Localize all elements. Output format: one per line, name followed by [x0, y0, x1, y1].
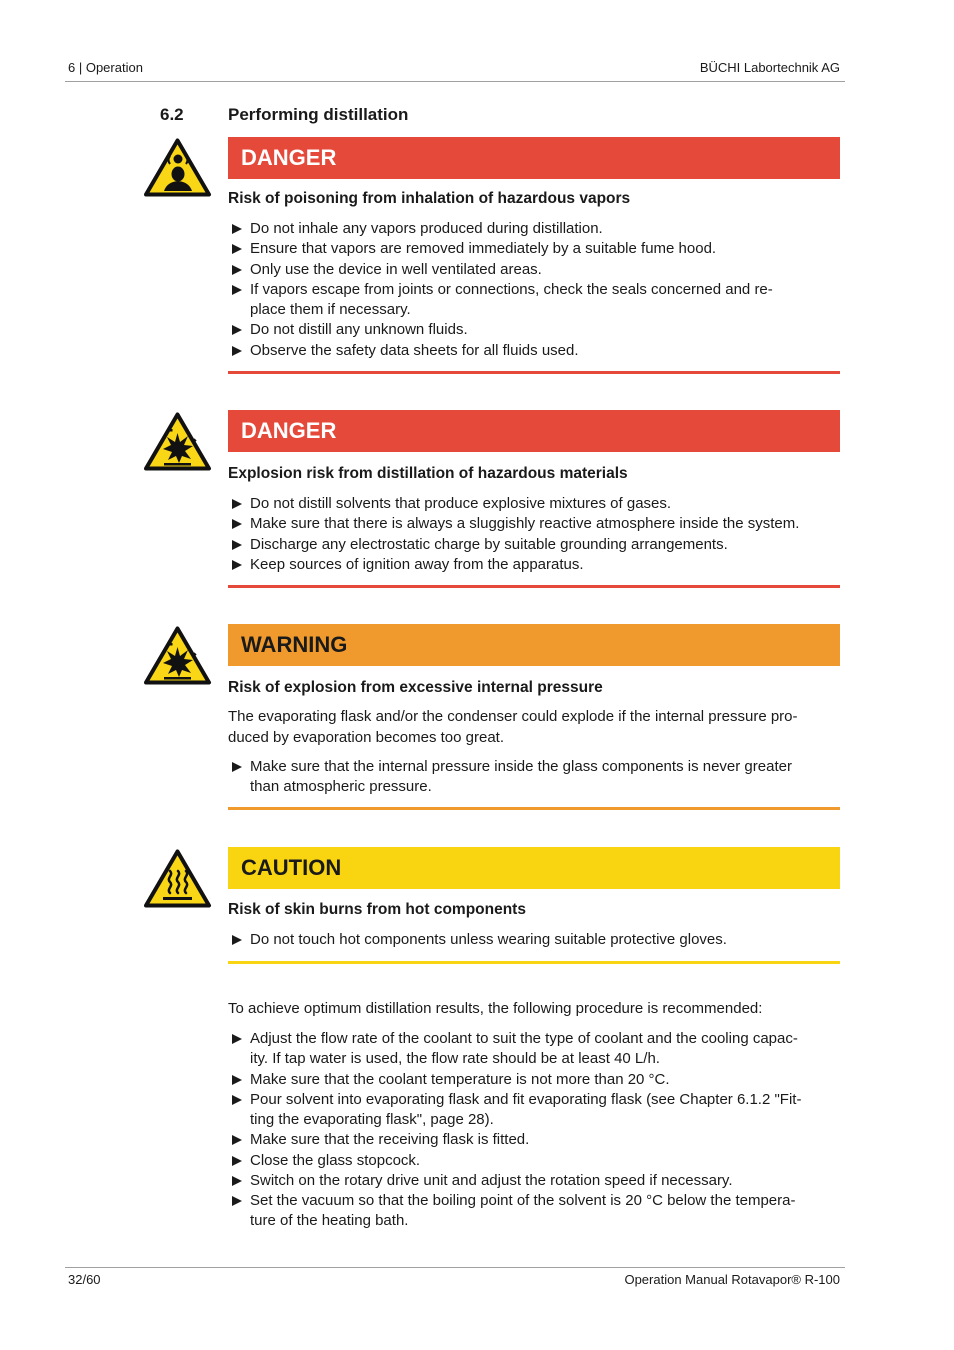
list-item-text: than atmospheric pressure.: [250, 778, 432, 796]
page-number: 32/60: [68, 1272, 101, 1287]
notice-end-rule: [228, 585, 840, 588]
procedure-steps-list: [228, 1029, 840, 1232]
paragraph-line: duced by evaporation becomes too great.: [228, 728, 505, 746]
bullet-arrow-icon: [232, 499, 242, 509]
hazard-heading: Explosion risk from distillation of hazardous materials: [228, 465, 628, 482]
procedure-step: [228, 1090, 840, 1131]
signal-word: CAUTION: [241, 855, 342, 880]
bullet-arrow-icon: [232, 935, 242, 945]
bullet-arrow-icon: [232, 540, 242, 550]
header-rule: [65, 81, 845, 82]
running-header-company: BÜCHI Labortechnik AG: [699, 60, 840, 75]
hazard-description: [228, 707, 798, 748]
bullet-arrow-icon: [232, 560, 242, 570]
list-item: [228, 535, 840, 555]
warning-signal-bar: [228, 624, 840, 666]
bullet-arrow-icon: [232, 325, 242, 335]
procedure-step: [228, 1070, 840, 1090]
bullet-arrow-icon: [232, 265, 242, 275]
list-item: [228, 341, 840, 361]
explosive-warning-icon: [143, 411, 212, 472]
bullet-arrow-icon: [232, 519, 242, 529]
procedure-step: [228, 1191, 840, 1232]
hazard-measures-list: [228, 494, 840, 575]
list-item-text: Discharge any electrostatic charge by suitable grounding arrangements.: [250, 535, 728, 553]
list-item-text: Do not distill solvents that produce explosive mixtures of gases.: [250, 495, 672, 512]
notice-end-rule: [228, 961, 840, 964]
running-header-chapter: 6 | Operation: [68, 60, 143, 75]
list-item: [228, 280, 840, 321]
list-item-text: Observe the safety data sheets for all fluids used.: [250, 341, 579, 359]
list-item-text: Do not distill any unknown fluids.: [250, 321, 468, 339]
step-text: Adjust the flow rate of the coolant to suit the type of coolant and the cooling capac-: [250, 1030, 798, 1047]
list-item: [228, 757, 840, 798]
toxic-vapors-warning-icon: [143, 137, 212, 198]
bullet-arrow-icon: [232, 1135, 242, 1145]
procedure-step: [228, 1151, 840, 1171]
explosive-warning-icon: [143, 625, 212, 686]
danger-signal-bar: [228, 137, 840, 179]
step-text: Set the vacuum so that the boiling point of the solvent is 20 °C below the tempera-: [250, 1192, 796, 1209]
list-item-text: Do not inhale any vapors produced during distillation.: [250, 220, 603, 237]
step-text: Pour solvent into evaporating flask and fit evaporating flask (see Chapter 6.1.2 "Fit-: [250, 1090, 802, 1108]
signal-word: DANGER: [241, 145, 337, 170]
section-title: Performing distillation: [228, 105, 409, 124]
list-item-text: Keep sources of ignition away from the apparatus.: [250, 555, 584, 573]
hazard-heading: Risk of skin burns from hot components: [228, 901, 526, 918]
section-number: 6.2: [160, 105, 184, 124]
list-item: [228, 930, 840, 950]
procedure-step: [228, 1029, 840, 1070]
step-text: Make sure that the coolant temperature is not more than 20 °C.: [250, 1070, 670, 1088]
list-item-text: Make sure that there is always a sluggishly reactive atmosphere inside the system.: [250, 515, 800, 533]
step-text: Close the glass stopcock.: [250, 1151, 421, 1169]
bullet-arrow-icon: [232, 346, 242, 356]
list-item: [228, 219, 840, 239]
hazard-measures-list: [228, 219, 840, 361]
list-item-text: If vapors escape from joints or connections, check the seals concerned and re-: [250, 280, 773, 298]
hazard-measures-list: [228, 757, 840, 798]
bullet-arrow-icon: [232, 1034, 242, 1044]
list-item: [228, 555, 840, 575]
notice-end-rule: [228, 371, 840, 374]
list-item: [228, 239, 840, 259]
hazard-heading: Risk of poisoning from inhalation of hazardous vapors: [228, 190, 631, 207]
list-item: [228, 320, 840, 340]
step-text: Make sure that the receiving flask is fitted.: [250, 1131, 530, 1149]
bullet-arrow-icon: [232, 1196, 242, 1206]
bullet-arrow-icon: [232, 1156, 242, 1166]
hazard-measures-list: [228, 930, 840, 950]
bullet-arrow-icon: [232, 1176, 242, 1186]
bullet-arrow-icon: [232, 762, 242, 772]
hot-surface-warning-icon: [143, 848, 212, 909]
list-item-text: Make sure that the internal pressure inside the glass components is never greater: [250, 758, 792, 775]
list-item-text: Do not touch hot components unless wearing suitable protective gloves.: [250, 931, 727, 948]
bullet-arrow-icon: [232, 1075, 242, 1085]
caution-signal-bar: [228, 847, 840, 889]
paragraph-line: The evaporating flask and/or the condenser could explode if the internal pressure pro-: [228, 708, 798, 725]
list-item-text: place them if necessary.: [250, 301, 411, 318]
notice-end-rule: [228, 807, 840, 810]
procedure-intro: To achieve optimum distillation results, the following procedure is recommended:: [228, 1000, 763, 1017]
hazard-heading: Risk of explosion from excessive internal pressure: [228, 679, 603, 696]
list-item: [228, 514, 840, 534]
document-title: Operation Manual Rotavapor® R-100: [624, 1272, 840, 1287]
bullet-arrow-icon: [232, 285, 242, 295]
list-item: [228, 494, 840, 514]
step-text: ting the evaporating flask", page 28).: [250, 1111, 494, 1128]
step-text: ity. If tap water is used, the flow rate should be at least 40 L/h.: [250, 1050, 660, 1068]
procedure-step: [228, 1130, 840, 1150]
footer-rule: [65, 1267, 845, 1268]
list-item-text: Ensure that vapors are removed immediately by a suitable fume hood.: [250, 240, 717, 258]
signal-word: DANGER: [241, 418, 337, 443]
bullet-arrow-icon: [232, 244, 242, 254]
step-text: ture of the heating bath.: [250, 1212, 409, 1230]
procedure-step: [228, 1171, 840, 1191]
signal-word: WARNING: [241, 632, 348, 657]
bullet-arrow-icon: [232, 1095, 242, 1105]
step-text: Switch on the rotary drive unit and adjust the rotation speed if necessary.: [250, 1171, 733, 1189]
danger-signal-bar: [228, 410, 840, 452]
list-item-text: Only use the device in well ventilated areas.: [250, 260, 542, 278]
list-item: [228, 260, 840, 280]
bullet-arrow-icon: [232, 224, 242, 234]
